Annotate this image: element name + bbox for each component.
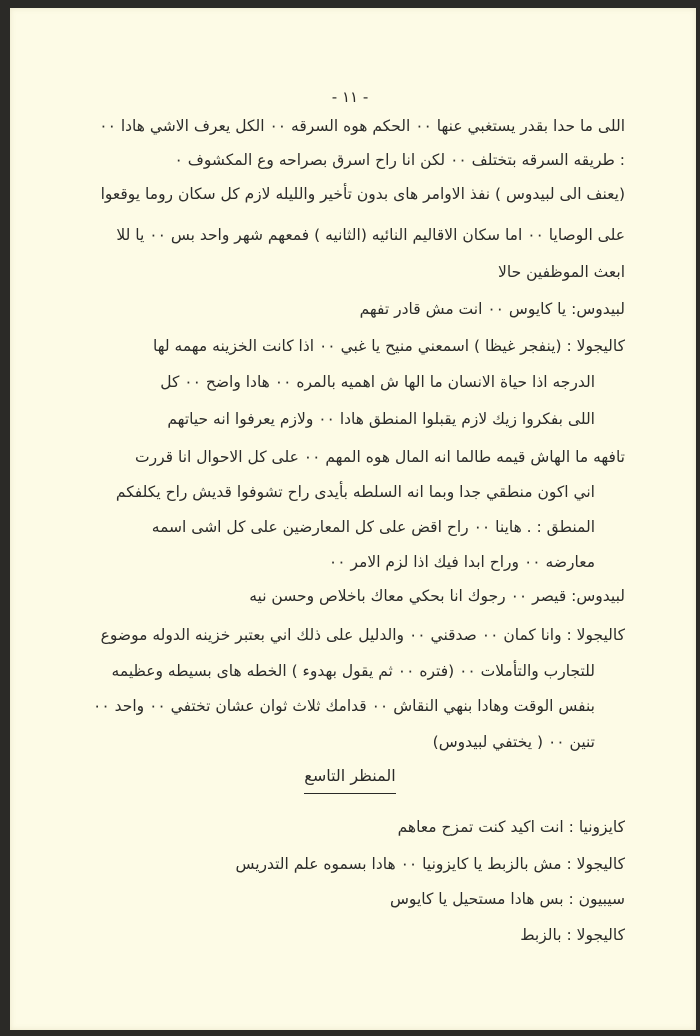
text-line: لبيدوس: قيصر ٠٠ رجوك انا بحكي معاك باخلاص وحسن نيه: [249, 587, 625, 605]
text-line: للتجارب والتأملات ٠٠ (فتره ٠٠ ثم يقول بهدوء ) الخطه هاى بسيطه وعظيمه: [111, 662, 595, 680]
text-line: اللى ما حدا بقدر يستغبي عنها ٠٠ الحكم هوه السرقه ٠٠ الكل يعرف الاشي هادا ٠٠: [99, 117, 625, 135]
text-line: بنفس الوقت وهادا بنهي النقاش ٠٠ قدامك ثلاث ثوان عشان تختفي ٠٠ واحد ٠٠: [93, 697, 595, 715]
dialogue-line: سيبيون : بس هادا مستحيل يا كايوس: [390, 890, 625, 908]
scene-heading-text: المنظر التاسع: [304, 766, 395, 794]
scene-heading: [0, 766, 700, 794]
dialogue-line: كاليجولا : بالزبط: [520, 926, 625, 944]
text-line: كاليجولا : وانا كمان ٠٠ صدقني ٠٠ والدليل على ذلك اني بعتبر خزينه الدوله موضوع: [100, 626, 625, 644]
text-line: على الوصايا ٠٠ اما سكان الاقاليم النائيه (الثانيه ) فمعهم شهر واحد بس ٠٠ يا للا: [116, 226, 625, 244]
text-line: اللى بفكروا زيك لازم يقبلوا المنطق هادا ٠٠ ولازم يعرفوا انه حياتهم: [167, 410, 595, 428]
page-number: - ١١ -: [331, 88, 369, 106]
dialogue-line: كاليجولا : مش بالزبط يا كايزونيا ٠٠ هادا بسموه علم التدريس: [235, 855, 625, 873]
text-line: تنين ٠٠ ( يختفي لبيدوس): [432, 733, 595, 751]
text-line: اني اكون منطقي جدا وبما انه السلطه بأيدى راح تشوفوا قديش راح يكلفكم: [115, 483, 595, 501]
text-line: المنطق : . هاينا ٠٠ راح اقض على كل المعارضين على كل اشى اسمه: [151, 518, 595, 536]
text-line: كاليجولا : (ينفجر غيظا ) اسمعني منيح يا غبي ٠٠ اذا كانت الخزينه مهمه لها: [153, 337, 625, 355]
dialogue-line: كايزونيا : انت اكيد كنت تمزح معاهم: [397, 818, 625, 836]
text-line: معارضه ٠٠ وراح ابدا فيك اذا لزم الامر ٠٠: [328, 553, 595, 571]
text-line: (يعنف الى لبيدوس ) نفذ الاوامر هاى بدون تأخير والليله لازم كل سكان روما يوقعوا: [100, 185, 625, 203]
text-line: لبيدوس: يا كايوس ٠٠ انت مش قادر تفهم: [359, 300, 625, 318]
text-line: ابعث الموظفين حالا: [498, 263, 625, 281]
text-line: : طريقه السرقه بتختلف ٠٠ لكن انا راح اسرق بصراحه وع المكشوف ٠: [174, 151, 625, 169]
text-line: الدرجه اذا حياة الانسان ما الها ش اهميه بالمره ٠٠ هادا واضح ٠٠ كل: [160, 373, 595, 391]
text-line: تافهه ما الهاش قيمه طالما انه المال هوه المهم ٠٠ على كل الاحوال انا قررت: [135, 448, 625, 466]
